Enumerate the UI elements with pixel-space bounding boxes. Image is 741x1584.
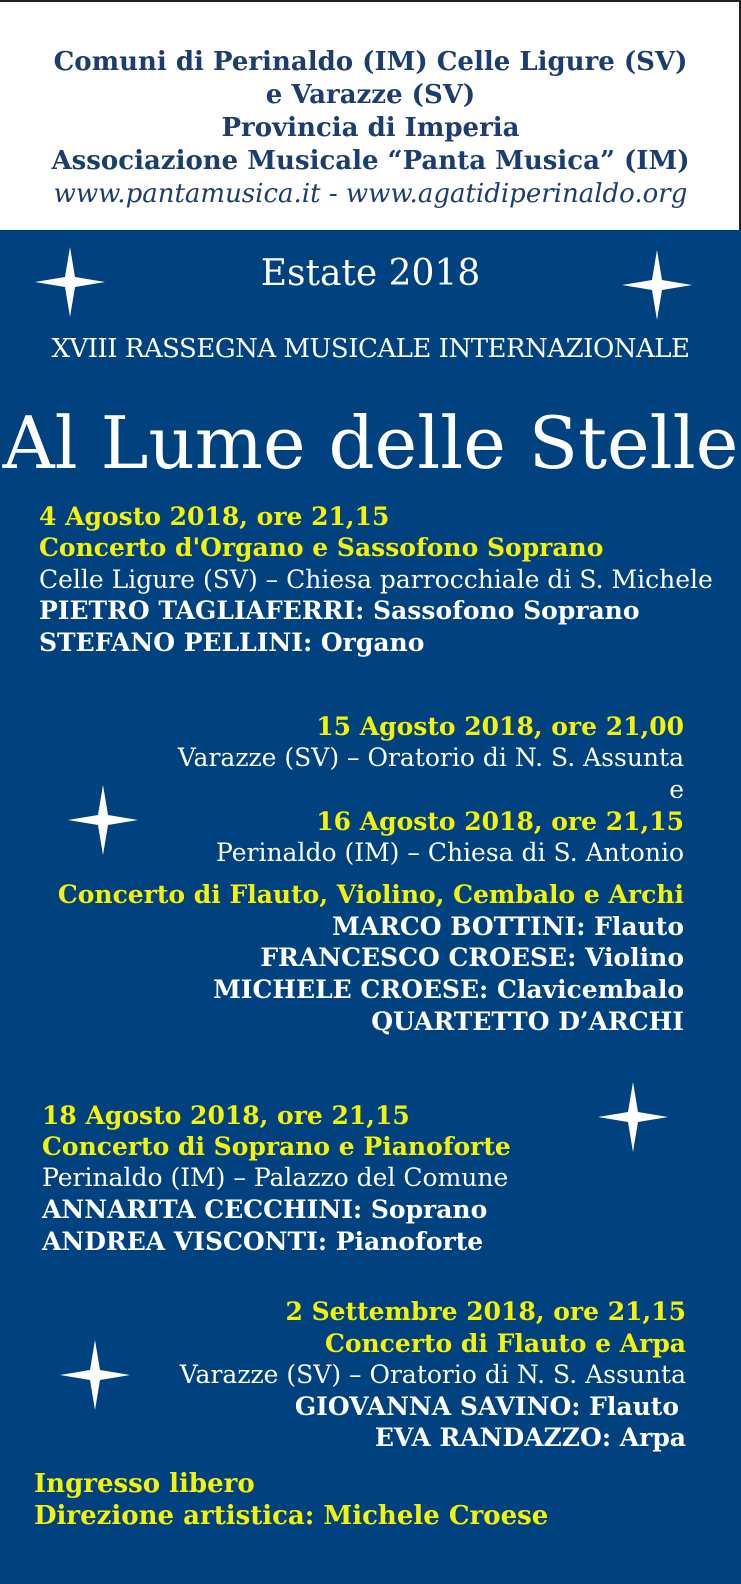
event1-venue: Celle Ligure (SV) – Chiesa parrocchiale di S. Michele	[39, 565, 713, 594]
event4-date: 2 Settembre 2018, ore 21,15	[285, 1297, 686, 1326]
event3-performer: ANDREA VISCONTI: Pianoforte	[42, 1227, 484, 1256]
event2-performer: FRANCESCO CROESE: Violino	[260, 943, 684, 972]
event2-venue: Varazze (SV) – Oratorio di N. S. Assunta	[177, 743, 684, 772]
header-municipalities: Comuni di Perinaldo (IM) Celle Ligure (SV)	[53, 47, 688, 77]
event1-title: Concerto d'Organo e Sassofono Soprano	[39, 533, 604, 562]
event2-performer: QUARTETTO D’ARCHI	[371, 1007, 684, 1036]
header-association: Associazione Musicale “Panta Musica” (IM)	[51, 146, 690, 176]
event3-venue: Perinaldo (IM) – Palazzo del Comune	[42, 1163, 509, 1192]
event1-performer: PIETRO TAGLIAFERRI: Sassofono Soprano	[39, 596, 640, 625]
star-icon	[68, 785, 138, 855]
header-websites[interactable]: www.pantamusica.it - www.agatidiperinaldo.org	[53, 179, 688, 209]
event4-performer: EVA RANDAZZO: Arpa	[374, 1423, 686, 1452]
event4-title: Concerto di Flauto e Arpa	[324, 1329, 686, 1358]
event2-performer: MICHELE CROESE: Clavicembalo	[213, 975, 684, 1004]
header-municipalities-2: e Varazze (SV)	[265, 80, 476, 110]
header-panel	[0, 0, 741, 230]
event3-performer: ANNARITA CECCHINI: Soprano	[42, 1195, 488, 1224]
event2-conjunction: e	[669, 775, 684, 804]
event1-performer: STEFANO PELLINI: Organo	[39, 628, 425, 657]
event4-venue: Varazze (SV) – Oratorio di N. S. Assunta	[179, 1360, 686, 1389]
header-province: Provincia di Imperia	[221, 113, 520, 143]
event2-title: Concerto di Flauto, Violino, Cembalo e Archi	[57, 880, 684, 909]
festival-subtitle: XVIII RASSEGNA MUSICALE INTERNAZIONALE	[51, 334, 690, 364]
star-icon	[598, 1082, 668, 1152]
event2-date: 15 Agosto 2018, ore 21,00	[316, 712, 684, 741]
event1-date: 4 Agosto 2018, ore 21,15	[39, 502, 390, 531]
event2-performer: MARCO BOTTINI: Flauto	[332, 912, 684, 941]
free-entry-note: Ingresso libero	[34, 1469, 255, 1499]
event2-venue: Perinaldo (IM) – Chiesa di S. Antonio	[216, 838, 684, 867]
event2-date: 16 Agosto 2018, ore 21,15	[316, 807, 684, 836]
season-label: Estate 2018	[260, 253, 481, 294]
event3-date: 18 Agosto 2018, ore 21,15	[42, 1101, 410, 1130]
star-icon	[60, 1340, 130, 1410]
festival-title: Al Lume delle Stelle	[2, 401, 739, 485]
event4-performer: GIOVANNA SAVINO: Flauto	[294, 1392, 679, 1421]
event3-title: Concerto di Soprano e Pianoforte	[42, 1132, 511, 1161]
artistic-direction: Direzione artistica: Michele Croese	[34, 1501, 549, 1531]
